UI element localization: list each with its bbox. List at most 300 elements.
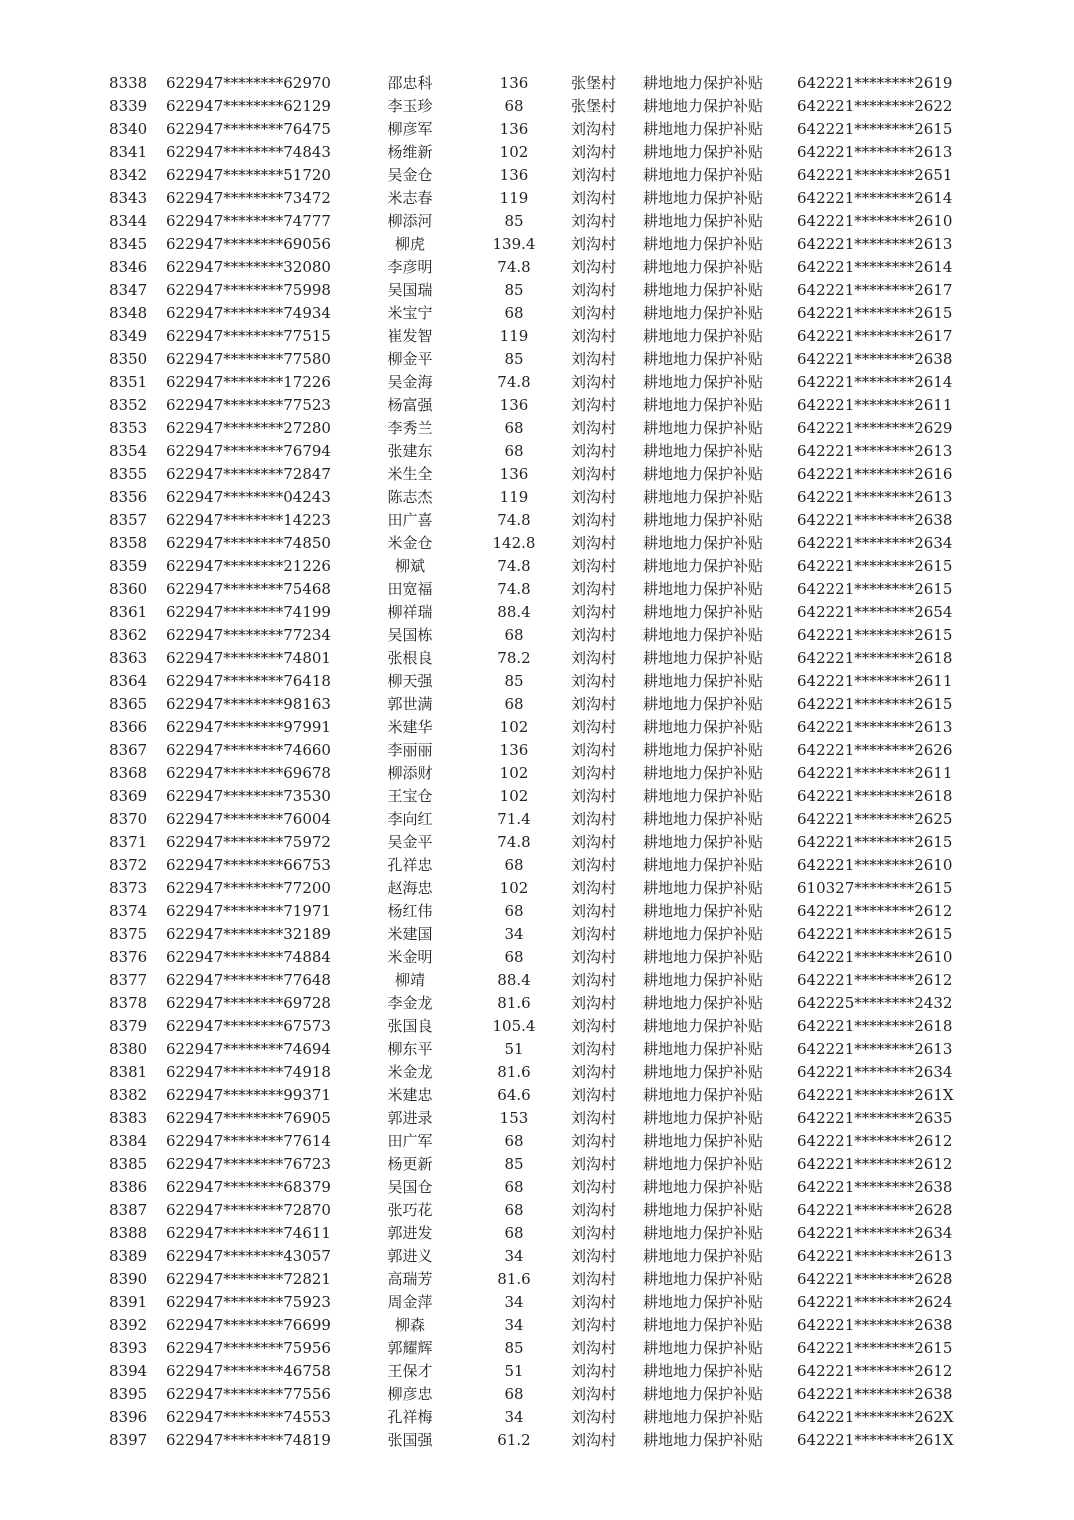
holder-name: 米金仓 <box>387 534 433 552</box>
subsidy-amount: 51 <box>504 1040 524 1058</box>
subsidy-amount: 74.8 <box>497 511 531 529</box>
village-name: 刘沟村 <box>571 281 617 299</box>
village-name: 刘沟村 <box>571 557 617 575</box>
id-number: 642221********2624 <box>797 1293 953 1311</box>
row-number: 8385 <box>109 1155 148 1173</box>
table-row <box>0 164 1074 187</box>
bank-account: 622947********74918 <box>166 1063 331 1081</box>
subsidy-amount: 136 <box>499 120 529 138</box>
id-number: 642221********2654 <box>797 603 953 621</box>
subsidy-type: 耕地地力保护补贴 <box>643 1293 764 1311</box>
id-number: 642221********2611 <box>797 672 953 690</box>
holder-name: 吴金海 <box>387 373 433 391</box>
bank-account: 622947********77515 <box>166 327 331 345</box>
village-name: 刘沟村 <box>571 1201 617 1219</box>
subsidy-amount: 71.4 <box>497 810 531 828</box>
subsidy-amount: 119 <box>499 488 529 506</box>
row-number: 8376 <box>109 948 148 966</box>
village-name: 刘沟村 <box>571 1178 617 1196</box>
village-name: 刘沟村 <box>571 1408 617 1426</box>
row-number: 8393 <box>109 1339 148 1357</box>
subsidy-type: 耕地地力保护补贴 <box>643 1155 764 1173</box>
row-number: 8371 <box>109 833 148 851</box>
subsidy-amount: 102 <box>499 718 529 736</box>
subsidy-type: 耕地地力保护补贴 <box>643 1178 764 1196</box>
table-row <box>0 532 1074 555</box>
holder-name: 吴金平 <box>387 833 433 851</box>
bank-account: 622947********73530 <box>166 787 331 805</box>
id-number: 642221********2615 <box>797 695 953 713</box>
id-number: 642221********2612 <box>797 902 953 920</box>
row-number: 8366 <box>109 718 148 736</box>
subsidy-type: 耕地地力保护补贴 <box>643 810 764 828</box>
bank-account: 622947********32080 <box>166 258 331 276</box>
subsidy-amount: 136 <box>499 166 529 184</box>
subsidy-type: 耕地地力保护补贴 <box>643 833 764 851</box>
subsidy-type: 耕地地力保护补贴 <box>643 1385 764 1403</box>
holder-name: 郭进发 <box>387 1224 433 1242</box>
table-row <box>0 486 1074 509</box>
row-number: 8369 <box>109 787 148 805</box>
village-name: 刘沟村 <box>571 994 617 1012</box>
table-row <box>0 923 1074 946</box>
bank-account: 622947********32189 <box>166 925 331 943</box>
holder-name: 柳东平 <box>387 1040 433 1058</box>
holder-name: 米志春 <box>387 189 433 207</box>
bank-account: 622947********74819 <box>166 1431 331 1449</box>
village-name: 刘沟村 <box>571 465 617 483</box>
table-row <box>0 854 1074 877</box>
holder-name: 柳添财 <box>387 764 433 782</box>
village-name: 刘沟村 <box>571 1040 617 1058</box>
subsidy-type: 耕地地力保护补贴 <box>643 741 764 759</box>
row-number: 8346 <box>109 258 148 276</box>
holder-name: 高瑞芳 <box>387 1270 433 1288</box>
table-row <box>0 233 1074 256</box>
subsidy-type: 耕地地力保护补贴 <box>643 442 764 460</box>
village-name: 刘沟村 <box>571 948 617 966</box>
subsidy-amount: 136 <box>499 465 529 483</box>
id-number: 642221********2634 <box>797 1063 953 1081</box>
subsidy-type: 耕地地力保护补贴 <box>643 1109 764 1127</box>
table-row <box>0 601 1074 624</box>
table-row <box>0 1084 1074 1107</box>
row-number: 8356 <box>109 488 148 506</box>
table-row <box>0 1176 1074 1199</box>
table-row <box>0 1268 1074 1291</box>
subsidy-type: 耕地地力保护补贴 <box>643 925 764 943</box>
bank-account: 622947********17226 <box>166 373 331 391</box>
row-number: 8379 <box>109 1017 148 1035</box>
village-name: 刘沟村 <box>571 1086 617 1104</box>
subsidy-amount: 68 <box>504 856 524 874</box>
table-row <box>0 1245 1074 1268</box>
bank-account: 622947********76794 <box>166 442 331 460</box>
subsidy-amount: 68 <box>504 304 524 322</box>
row-number: 8377 <box>109 971 148 989</box>
bank-account: 622947********98163 <box>166 695 331 713</box>
row-number: 8388 <box>109 1224 148 1242</box>
village-name: 刘沟村 <box>571 1270 617 1288</box>
id-number: 642221********2638 <box>797 1178 953 1196</box>
id-number: 642221********2638 <box>797 1385 953 1403</box>
row-number: 8342 <box>109 166 148 184</box>
village-name: 刘沟村 <box>571 166 617 184</box>
row-number: 8355 <box>109 465 148 483</box>
table-row <box>0 946 1074 969</box>
holder-name: 周金萍 <box>387 1293 433 1311</box>
bank-account: 622947********72870 <box>166 1201 331 1219</box>
village-name: 刘沟村 <box>571 1293 617 1311</box>
village-name: 刘沟村 <box>571 511 617 529</box>
bank-account: 622947********77523 <box>166 396 331 414</box>
row-number: 8338 <box>109 74 148 92</box>
village-name: 张堡村 <box>571 74 617 92</box>
bank-account: 622947********74611 <box>166 1224 331 1242</box>
holder-name: 李玉珍 <box>387 97 433 115</box>
row-number: 8394 <box>109 1362 148 1380</box>
subsidy-amount: 61.2 <box>497 1431 531 1449</box>
subsidy-amount: 102 <box>499 143 529 161</box>
subsidy-type: 耕地地力保护补贴 <box>643 764 764 782</box>
row-number: 8339 <box>109 97 148 115</box>
table-row <box>0 1360 1074 1383</box>
id-number: 642221********2614 <box>797 373 953 391</box>
village-name: 刘沟村 <box>571 212 617 230</box>
holder-name: 米生全 <box>387 465 433 483</box>
table-row <box>0 716 1074 739</box>
table-row <box>0 1291 1074 1314</box>
subsidy-type: 耕地地力保护补贴 <box>643 1017 764 1035</box>
subsidy-amount: 102 <box>499 787 529 805</box>
holder-name: 崔发智 <box>387 327 433 345</box>
table-row <box>0 394 1074 417</box>
id-number: 642221********2614 <box>797 258 953 276</box>
bank-account: 622947********74884 <box>166 948 331 966</box>
id-number: 642221********2613 <box>797 235 953 253</box>
row-number: 8392 <box>109 1316 148 1334</box>
id-number: 642221********2615 <box>797 304 953 322</box>
bank-account: 622947********71971 <box>166 902 331 920</box>
holder-name: 孔祥忠 <box>387 856 433 874</box>
id-number: 642221********2615 <box>797 925 953 943</box>
table-row <box>0 72 1074 95</box>
row-number: 8382 <box>109 1086 148 1104</box>
bank-account: 622947********74694 <box>166 1040 331 1058</box>
table-row <box>0 302 1074 325</box>
holder-name: 王保才 <box>387 1362 433 1380</box>
id-number: 642221********2638 <box>797 350 953 368</box>
subsidy-amount: 68 <box>504 1178 524 1196</box>
bank-account: 622947********04243 <box>166 488 331 506</box>
holder-name: 柳添河 <box>387 212 433 230</box>
village-name: 刘沟村 <box>571 1431 617 1449</box>
table-row <box>0 1429 1074 1452</box>
table-row <box>0 992 1074 1015</box>
table-row <box>0 762 1074 785</box>
row-number: 8386 <box>109 1178 148 1196</box>
row-number: 8372 <box>109 856 148 874</box>
table-row <box>0 1061 1074 1084</box>
subsidy-type: 耕地地力保护补贴 <box>643 396 764 414</box>
table-row <box>0 624 1074 647</box>
row-number: 8344 <box>109 212 148 230</box>
subsidy-type: 耕地地力保护补贴 <box>643 419 764 437</box>
subsidy-amount: 139.4 <box>492 235 536 253</box>
subsidy-amount: 68 <box>504 626 524 644</box>
subsidy-amount: 136 <box>499 741 529 759</box>
subsidy-type: 耕地地力保护补贴 <box>643 1431 764 1449</box>
subsidy-type: 耕地地力保护补贴 <box>643 212 764 230</box>
subsidy-type: 耕地地力保护补贴 <box>643 879 764 897</box>
table-row <box>0 877 1074 900</box>
village-name: 刘沟村 <box>571 488 617 506</box>
subsidy-amount: 68 <box>504 1224 524 1242</box>
table-row <box>0 187 1074 210</box>
holder-name: 米建华 <box>387 718 433 736</box>
row-number: 8396 <box>109 1408 148 1426</box>
id-number: 610327********2615 <box>797 879 953 897</box>
subsidy-amount: 68 <box>504 97 524 115</box>
row-number: 8364 <box>109 672 148 690</box>
holder-name: 田广军 <box>387 1132 433 1150</box>
village-name: 刘沟村 <box>571 1316 617 1334</box>
table-row <box>0 1038 1074 1061</box>
holder-name: 田广喜 <box>387 511 433 529</box>
row-number: 8352 <box>109 396 148 414</box>
holder-name: 杨富强 <box>387 396 433 414</box>
id-number: 642221********2613 <box>797 143 953 161</box>
subsidy-type: 耕地地力保护补贴 <box>643 557 764 575</box>
village-name: 刘沟村 <box>571 1017 617 1035</box>
village-name: 刘沟村 <box>571 925 617 943</box>
row-number: 8391 <box>109 1293 148 1311</box>
id-number: 642221********2634 <box>797 1224 953 1242</box>
subsidy-amount: 68 <box>504 695 524 713</box>
subsidy-amount: 34 <box>504 1316 524 1334</box>
village-name: 刘沟村 <box>571 718 617 736</box>
bank-account: 622947********75468 <box>166 580 331 598</box>
table-row <box>0 371 1074 394</box>
holder-name: 郭进义 <box>387 1247 433 1265</box>
village-name: 刘沟村 <box>571 695 617 713</box>
table-row <box>0 969 1074 992</box>
subsidy-type: 耕地地力保护补贴 <box>643 1201 764 1219</box>
holder-name: 柳彦军 <box>387 120 433 138</box>
id-number: 642221********2613 <box>797 442 953 460</box>
subsidy-type: 耕地地力保护补贴 <box>643 856 764 874</box>
bank-account: 622947********77614 <box>166 1132 331 1150</box>
subsidy-amount: 85 <box>504 281 524 299</box>
row-number: 8390 <box>109 1270 148 1288</box>
table-row <box>0 463 1074 486</box>
holder-name: 吴国仓 <box>387 1178 433 1196</box>
subsidy-amount: 74.8 <box>497 833 531 851</box>
id-number: 642221********2638 <box>797 511 953 529</box>
holder-name: 郭世满 <box>387 695 433 713</box>
id-number: 642221********2618 <box>797 649 953 667</box>
holder-name: 柳彦忠 <box>387 1385 433 1403</box>
village-name: 刘沟村 <box>571 258 617 276</box>
bank-account: 622947********14223 <box>166 511 331 529</box>
subsidy-type: 耕地地力保护补贴 <box>643 1224 764 1242</box>
subsidy-type: 耕地地力保护补贴 <box>643 120 764 138</box>
village-name: 刘沟村 <box>571 1385 617 1403</box>
holder-name: 柳靖 <box>394 971 425 989</box>
holder-name: 吴金仓 <box>387 166 433 184</box>
id-number: 642221********2612 <box>797 971 953 989</box>
village-name: 刘沟村 <box>571 235 617 253</box>
row-number: 8347 <box>109 281 148 299</box>
id-number: 642221********2628 <box>797 1201 953 1219</box>
id-number: 642221********2613 <box>797 488 953 506</box>
row-number: 8361 <box>109 603 148 621</box>
subsidy-amount: 51 <box>504 1362 524 1380</box>
row-number: 8340 <box>109 120 148 138</box>
subsidy-type: 耕地地力保护补贴 <box>643 580 764 598</box>
subsidy-amount: 78.2 <box>497 649 531 667</box>
village-name: 刘沟村 <box>571 580 617 598</box>
subsidy-type: 耕地地力保护补贴 <box>643 1063 764 1081</box>
subsidy-type: 耕地地力保护补贴 <box>643 1040 764 1058</box>
bank-account: 622947********27280 <box>166 419 331 437</box>
subsidy-amount: 119 <box>499 189 529 207</box>
subsidy-type: 耕地地力保护补贴 <box>643 1339 764 1357</box>
holder-name: 米建忠 <box>387 1086 433 1104</box>
subsidy-amount: 74.8 <box>497 580 531 598</box>
row-number: 8381 <box>109 1063 148 1081</box>
id-number: 642221********2612 <box>797 1132 953 1150</box>
subsidy-amount: 68 <box>504 442 524 460</box>
bank-account: 622947********74801 <box>166 649 331 667</box>
subsidy-type: 耕地地力保护补贴 <box>643 74 764 92</box>
subsidy-type: 耕地地力保护补贴 <box>643 1316 764 1334</box>
subsidy-amount: 136 <box>499 396 529 414</box>
bank-account: 622947********77580 <box>166 350 331 368</box>
holder-name: 张建东 <box>387 442 433 460</box>
subsidy-type: 耕地地力保护补贴 <box>643 948 764 966</box>
table-row <box>0 1015 1074 1038</box>
bank-account: 622947********75956 <box>166 1339 331 1357</box>
subsidy-amount: 85 <box>504 350 524 368</box>
village-name: 刘沟村 <box>571 1063 617 1081</box>
holder-name: 李彦明 <box>387 258 433 276</box>
row-number: 8367 <box>109 741 148 759</box>
holder-name: 柳天强 <box>387 672 433 690</box>
village-name: 刘沟村 <box>571 810 617 828</box>
holder-name: 王宝仓 <box>387 787 433 805</box>
bank-account: 622947********74850 <box>166 534 331 552</box>
village-name: 张堡村 <box>571 97 617 115</box>
row-number: 8368 <box>109 764 148 782</box>
subsidy-type: 耕地地力保护补贴 <box>643 166 764 184</box>
subsidy-amount: 34 <box>504 1408 524 1426</box>
table-row <box>0 693 1074 716</box>
village-name: 刘沟村 <box>571 626 617 644</box>
village-name: 刘沟村 <box>571 1247 617 1265</box>
village-name: 刘沟村 <box>571 442 617 460</box>
table-row <box>0 1199 1074 1222</box>
holder-name: 李金龙 <box>387 994 433 1012</box>
row-number: 8375 <box>109 925 148 943</box>
village-name: 刘沟村 <box>571 373 617 391</box>
row-number: 8373 <box>109 879 148 897</box>
bank-account: 622947********73472 <box>166 189 331 207</box>
holder-name: 田宽福 <box>387 580 433 598</box>
bank-account: 622947********74934 <box>166 304 331 322</box>
table-row <box>0 1130 1074 1153</box>
row-number: 8357 <box>109 511 148 529</box>
row-number: 8362 <box>109 626 148 644</box>
subsidy-type: 耕地地力保护补贴 <box>643 1408 764 1426</box>
row-number: 8360 <box>109 580 148 598</box>
subsidy-type: 耕地地力保护补贴 <box>643 1132 764 1150</box>
subsidy-amount: 153 <box>499 1109 529 1127</box>
village-name: 刘沟村 <box>571 902 617 920</box>
village-name: 刘沟村 <box>571 304 617 322</box>
bank-account: 622947********67573 <box>166 1017 331 1035</box>
holder-name: 李向红 <box>387 810 433 828</box>
row-number: 8341 <box>109 143 148 161</box>
row-number: 8365 <box>109 695 148 713</box>
id-number: 642221********2615 <box>797 833 953 851</box>
subsidy-amount: 85 <box>504 1339 524 1357</box>
id-number: 642221********2634 <box>797 534 953 552</box>
bank-account: 622947********68379 <box>166 1178 331 1196</box>
subsidy-amount: 85 <box>504 1155 524 1173</box>
table-row <box>0 1337 1074 1360</box>
subsidy-amount: 85 <box>504 212 524 230</box>
village-name: 刘沟村 <box>571 764 617 782</box>
id-number: 642221********2638 <box>797 1316 953 1334</box>
holder-name: 张巧花 <box>387 1201 433 1219</box>
village-name: 刘沟村 <box>571 787 617 805</box>
bank-account: 622947********46758 <box>166 1362 331 1380</box>
subsidy-amount: 81.6 <box>497 1270 531 1288</box>
id-number: 642221********262X <box>797 1408 954 1426</box>
subsidy-type: 耕地地力保护补贴 <box>643 1086 764 1104</box>
holder-name: 米金龙 <box>387 1063 433 1081</box>
bank-account: 622947********69728 <box>166 994 331 1012</box>
village-name: 刘沟村 <box>571 603 617 621</box>
village-name: 刘沟村 <box>571 833 617 851</box>
id-number: 642221********2651 <box>797 166 953 184</box>
subsidy-amount: 68 <box>504 902 524 920</box>
row-number: 8359 <box>109 557 148 575</box>
subsidy-type: 耕地地力保护补贴 <box>643 189 764 207</box>
row-number: 8358 <box>109 534 148 552</box>
id-number: 642221********2622 <box>797 97 953 115</box>
bank-account: 622947********77556 <box>166 1385 331 1403</box>
id-number: 642221********261X <box>797 1431 954 1449</box>
bank-account: 622947********77648 <box>166 971 331 989</box>
bank-account: 622947********69056 <box>166 235 331 253</box>
holder-name: 张根良 <box>387 649 433 667</box>
subsidy-amount: 119 <box>499 327 529 345</box>
row-number: 8384 <box>109 1132 148 1150</box>
table-row <box>0 141 1074 164</box>
bank-account: 622947********76699 <box>166 1316 331 1334</box>
id-number: 642221********2615 <box>797 580 953 598</box>
subsidy-amount: 68 <box>504 1132 524 1150</box>
table-row <box>0 578 1074 601</box>
subsidy-amount: 34 <box>504 925 524 943</box>
table-row <box>0 785 1074 808</box>
row-number: 8395 <box>109 1385 148 1403</box>
holder-name: 陈志杰 <box>387 488 433 506</box>
holder-name: 柳虎 <box>394 235 425 253</box>
village-name: 刘沟村 <box>571 396 617 414</box>
